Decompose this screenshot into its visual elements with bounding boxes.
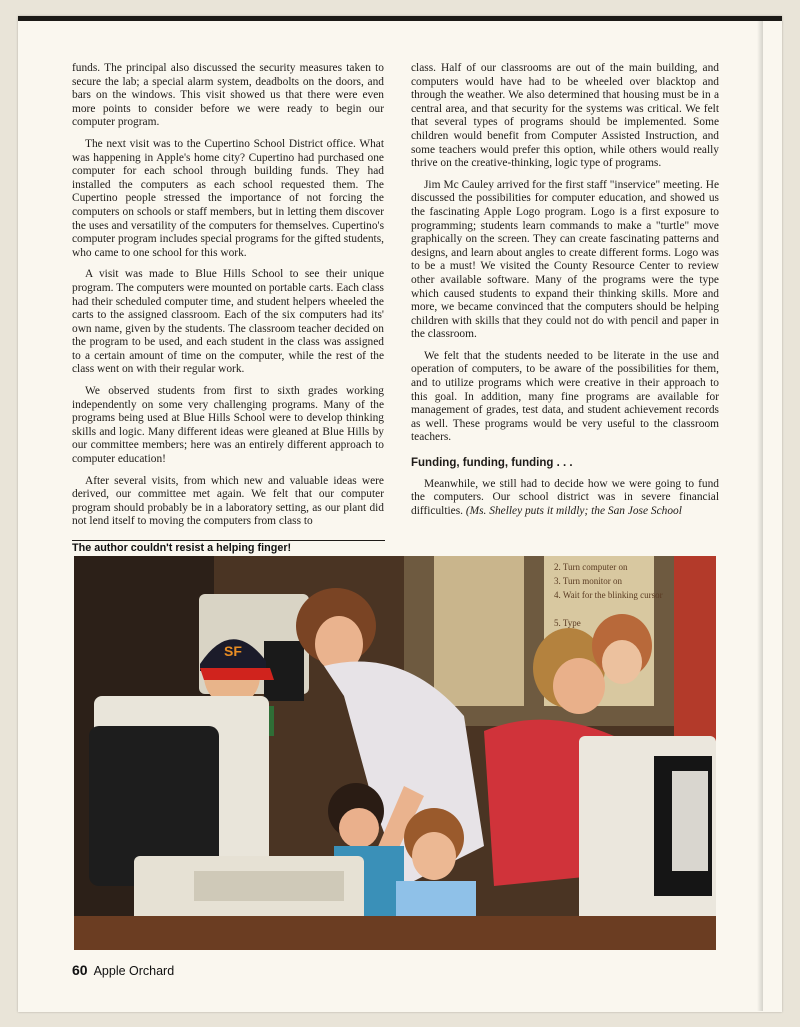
paragraph: We observed students from first to sixth grades working independently on some very challenging programs. Many of the programs being used at Blue Hills School were to develop thinking skills and logic. Many different ideas were gleaned at Blue Hills by our committee members; here was an entirely different approach to computer education!: [72, 385, 384, 466]
photo-illustration: [74, 556, 716, 950]
chart-line: 2. Turn computer on: [554, 562, 628, 572]
paragraph-text: Meanwhile, we still had to decide how we were going to fund the computers. Our school district was in severe financial difficulties.: [411, 477, 719, 517]
red-border: [674, 556, 716, 756]
paragraph: After several visits, from which new and valuable ideas were derived, our committee met again. We felt that our computer program should probably be in a laboratory setting, as our plant did not lend itself to moving the computers from class to: [72, 474, 384, 528]
paragraph: class. Half of our classrooms are out of the main building, and computers would have had to be wheeled over blacktop and through the weather. We also determined that housing must be in a central area, and that security for the systems was critical. We felt that several types of programs should be implemented. Some children would benefit from Computer Assisted Instruction, and some teachers would prefer this option, while others would really thrive on the creative-thinking, logic type of programs.: [411, 62, 719, 170]
caption-rule: [72, 540, 385, 541]
chart-line: 4. Wait for the blinking cursor: [554, 590, 663, 600]
paragraph: [411, 478, 719, 519]
front-boy-face: [412, 832, 456, 880]
boy-face-right: [553, 658, 605, 714]
keyboard: [194, 871, 344, 901]
left-column: [72, 62, 384, 537]
paragraph: We felt that the students needed to be literate in the use and operation of computers, to be aware of the possibilities for them, and to utilize programs which were creative in their approach to this goal. In addition, many fine programs are available for management of grades, test data, and student achievement records as well. These programs would be very useful to the classroom teachers.: [411, 349, 719, 444]
desk: [74, 916, 716, 950]
page-footer: [72, 962, 174, 978]
top-rule: [18, 16, 782, 21]
right-column: [411, 62, 719, 526]
cap-logo: SF: [224, 643, 242, 659]
editor-note: (Ms. Shelley puts it mildly; the San Jose School: [465, 504, 682, 517]
photo-caption: The author couldn't resist a helping finger!: [72, 542, 292, 554]
cap-visor: [200, 668, 274, 680]
paragraph: The next visit was to the Cupertino School District office. What was happening in Apple's home city? Cupertino had purchased one computer for each school through building funds. They had installed the computers as each school requested them. The Cupertino people stressed the importance of not forcing the computers on schools or staff members, but in letting them discover the uses and versatility of the computers for themselves. Cupertino's computer program includes special programs for the gifted students, who came to one school for this work.: [72, 137, 384, 259]
girl-face: [602, 640, 642, 684]
paragraph: funds. The principal also discussed the security measures taken to secure the lab; a special alarm system, deadbolts on the doors, and bars on the windows. This visit showed us that there were even more points to consider before we were ready to begin our computer program.: [72, 62, 384, 129]
magazine-name: Apple Orchard: [93, 964, 175, 978]
page-edge-shadow: [757, 21, 763, 1011]
chart-line: 3. Turn monitor on: [554, 576, 623, 586]
classroom-photo: [74, 556, 716, 950]
page-number: 60: [72, 962, 88, 978]
paragraph: A visit was made to Blue Hills School to see their unique program. The computers were mounted on portable carts. Each class had their scheduled computer time, and student helpers wheeled the carts to the assigned classroom. Each of the six computers had its' own name, given by the students. The classroom teacher decided on the program to be used, and each student in the class was assigned to a certain amount of time on the computer, while the rest of the class went on with their regular work.: [72, 268, 384, 376]
section-heading: Funding, funding, funding . . .: [411, 457, 573, 470]
chart-line: 5. Type: [554, 618, 581, 628]
poster-left: [434, 556, 524, 706]
child-face: [339, 808, 379, 848]
screen-glare: [672, 771, 708, 871]
paragraph: Jim Mc Cauley arrived for the first staff "inservice" meeting. He discussed the possibilities for computer education, and showed us the fascinating Apple Logo program. Logo is a first exposure to programming; students learn commands to make a "turtle" move graphically on the screen. They can create fascinating patterns and designs, and learn about angles to create different forms. Logo was to be a must! We visited the County Resource Center to review other available software. Many of the programs were the type which caused students to expand their thinking skills. More and more, we became convinced that the computers should be helping children with skills that they could not do with pencil and paper in the classroom.: [411, 178, 719, 341]
